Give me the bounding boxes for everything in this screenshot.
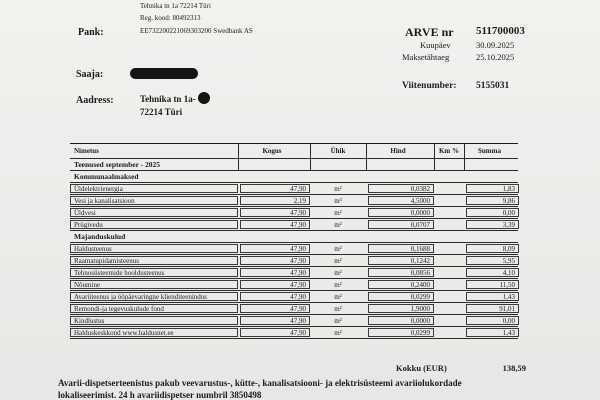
- table-row: [70, 183, 518, 195]
- table-row: [70, 195, 518, 207]
- item-qty: 47,90: [290, 280, 306, 289]
- address-line-1: Tehnika tn 1a-: [140, 94, 196, 104]
- bank-iban: EE732200221069303200 Swedbank AS: [140, 27, 253, 35]
- invoice-date-label: Kuupäev: [420, 40, 451, 50]
- header-name: Nimetus: [74, 147, 99, 155]
- item-sum: 0,00: [502, 316, 515, 325]
- item-price: 0,0299: [410, 292, 430, 301]
- table-row: [70, 291, 518, 303]
- invoice-title: ARVE nr: [405, 25, 454, 39]
- item-price: 0,1242: [410, 256, 430, 265]
- item-name: Üldvesi: [74, 208, 96, 217]
- address-label: Aadress:: [76, 95, 114, 106]
- item-qty: 47,90: [290, 244, 306, 253]
- table-row: [70, 219, 518, 231]
- invoice-date: 30.09.2025: [476, 40, 515, 50]
- footer-line-2: lokaliseerimist. 24 h avariidispetser numbril 3850498: [58, 390, 262, 400]
- item-vat: [434, 327, 464, 338]
- table-row: [70, 243, 518, 255]
- table-row: [70, 267, 518, 279]
- header-price: Hind: [390, 147, 406, 155]
- invoice-number: 511700003: [476, 25, 525, 37]
- item-price: 1,9000: [410, 304, 430, 313]
- item-qty: 47,90: [290, 256, 306, 265]
- table-row: [70, 327, 518, 339]
- reference-label: Viitenumber:: [402, 81, 457, 91]
- bank-label: Pank:: [78, 27, 104, 38]
- section-title: Majanduskulud: [74, 232, 126, 241]
- table-row: [70, 303, 518, 315]
- item-price: 0,0707: [410, 220, 430, 229]
- item-vat: [434, 195, 464, 206]
- table-header-row: [70, 143, 518, 159]
- header-km: Km %: [438, 147, 460, 155]
- item-qty: 47,90: [290, 220, 306, 229]
- invoice-due: 25.10.2025: [476, 52, 515, 62]
- item-sum: 5,95: [502, 256, 515, 265]
- total-label: Kokku (EUR): [396, 363, 447, 373]
- item-unit: m²: [334, 316, 342, 325]
- item-price: 0,2400: [410, 280, 430, 289]
- section-row: [70, 171, 518, 183]
- section-row: [70, 231, 518, 243]
- item-vat: [434, 267, 464, 278]
- item-price: 0,0856: [410, 268, 430, 277]
- item-price: 0,1688: [410, 244, 430, 253]
- item-qty: 2,19: [293, 196, 306, 205]
- item-name: Halduskeskkond www.haldusnet.ee: [74, 328, 174, 337]
- item-price: 0,0000: [410, 208, 430, 217]
- item-qty: 47,90: [290, 184, 306, 193]
- item-name: Üldelektrienergia: [74, 184, 123, 193]
- item-vat: [434, 183, 464, 194]
- item-sum: 9,86: [502, 196, 515, 205]
- item-qty: 47,90: [290, 304, 306, 313]
- period-row: [70, 159, 518, 171]
- table-row: [70, 255, 518, 267]
- footer-line-1: Avarii-dispetserteenistus pakub veevarustus-, kütte-, kanalisatsiooni- ja elektrisüsteemi avariiolukordade: [58, 378, 462, 388]
- item-name: Remondi-ja tegevuskulude fond: [74, 304, 164, 313]
- item-name: Avariiteenus ja ööpäevaringne klienditeenindus: [74, 292, 208, 301]
- item-name: Vesi ja kanalisatsioon: [74, 196, 135, 205]
- item-qty: 47,90: [290, 292, 306, 301]
- item-name: Prügivedu: [74, 220, 103, 229]
- table-row: [70, 279, 518, 291]
- item-qty: 47,90: [290, 328, 306, 337]
- item-qty: 47,90: [290, 316, 306, 325]
- item-name: Tehnosüsteemide hooldusteenus: [74, 268, 165, 277]
- item-unit: m²: [334, 208, 342, 217]
- item-vat: [434, 243, 464, 254]
- item-unit: m²: [334, 304, 342, 313]
- item-unit: m²: [334, 184, 342, 193]
- address-line-2: 72214 Türi: [140, 107, 183, 117]
- item-sum: 91,01: [499, 304, 515, 313]
- period-label: Teenused september - 2025: [74, 160, 161, 169]
- item-unit: m²: [334, 256, 342, 265]
- invoice-due-label: Maksetähtaeg: [402, 52, 450, 62]
- invoice-table: [70, 143, 518, 339]
- item-price: 0,0382: [410, 184, 430, 193]
- item-sum: 1,43: [502, 292, 515, 301]
- redacted-name-mark: [130, 68, 198, 79]
- item-vat: [434, 303, 464, 314]
- item-price: 4,5000: [410, 196, 430, 205]
- item-name: Raamatupidamisteenus: [74, 256, 139, 265]
- item-unit: m²: [334, 328, 342, 337]
- item-sum: 0,00: [502, 208, 515, 217]
- item-vat: [434, 315, 464, 326]
- item-sum: 4,10: [502, 268, 515, 277]
- item-name: Kindlustus: [74, 316, 105, 325]
- item-sum: 3,39: [502, 220, 515, 229]
- table-row: [70, 207, 518, 219]
- item-vat: [434, 255, 464, 266]
- item-sum: 1,83: [502, 184, 515, 193]
- item-name: Nõumine: [74, 280, 101, 289]
- item-sum: 11,50: [499, 280, 515, 289]
- header-unit: Ühik: [330, 147, 346, 155]
- total-row: [396, 363, 526, 375]
- item-price: 0,0000: [410, 316, 430, 325]
- section-title: Kommunaalmaksed: [74, 172, 139, 181]
- item-sum: 1,43: [502, 328, 515, 337]
- item-vat: [434, 291, 464, 302]
- recipient-label: Saaja:: [76, 69, 104, 80]
- item-vat: [434, 279, 464, 290]
- item-unit: m²: [334, 244, 342, 253]
- item-unit: m²: [334, 292, 342, 301]
- item-price: 0,0299: [410, 328, 430, 337]
- item-qty: 47,90: [290, 208, 306, 217]
- item-vat: [434, 207, 464, 218]
- total-amount: 138,59: [502, 363, 526, 373]
- item-vat: [434, 219, 464, 230]
- header-qty: Kogus: [262, 147, 282, 155]
- item-unit: m²: [334, 220, 342, 229]
- redacted-apartment-mark: [198, 92, 210, 104]
- bank-reg-code: Reg. kood: 80492313: [140, 14, 201, 22]
- item-unit: m²: [334, 268, 342, 277]
- item-qty: 47,90: [290, 268, 306, 277]
- item-unit: m²: [334, 280, 342, 289]
- header-sum: Summa: [478, 147, 501, 155]
- bank-address: Tehnika tn 1a 72214 Türi: [140, 2, 211, 10]
- item-name: Haldusteenus: [74, 244, 112, 253]
- item-unit: m³: [334, 196, 342, 205]
- table-row: [70, 315, 518, 327]
- item-sum: 8,09: [502, 244, 515, 253]
- reference-number: 5155031: [476, 81, 510, 91]
